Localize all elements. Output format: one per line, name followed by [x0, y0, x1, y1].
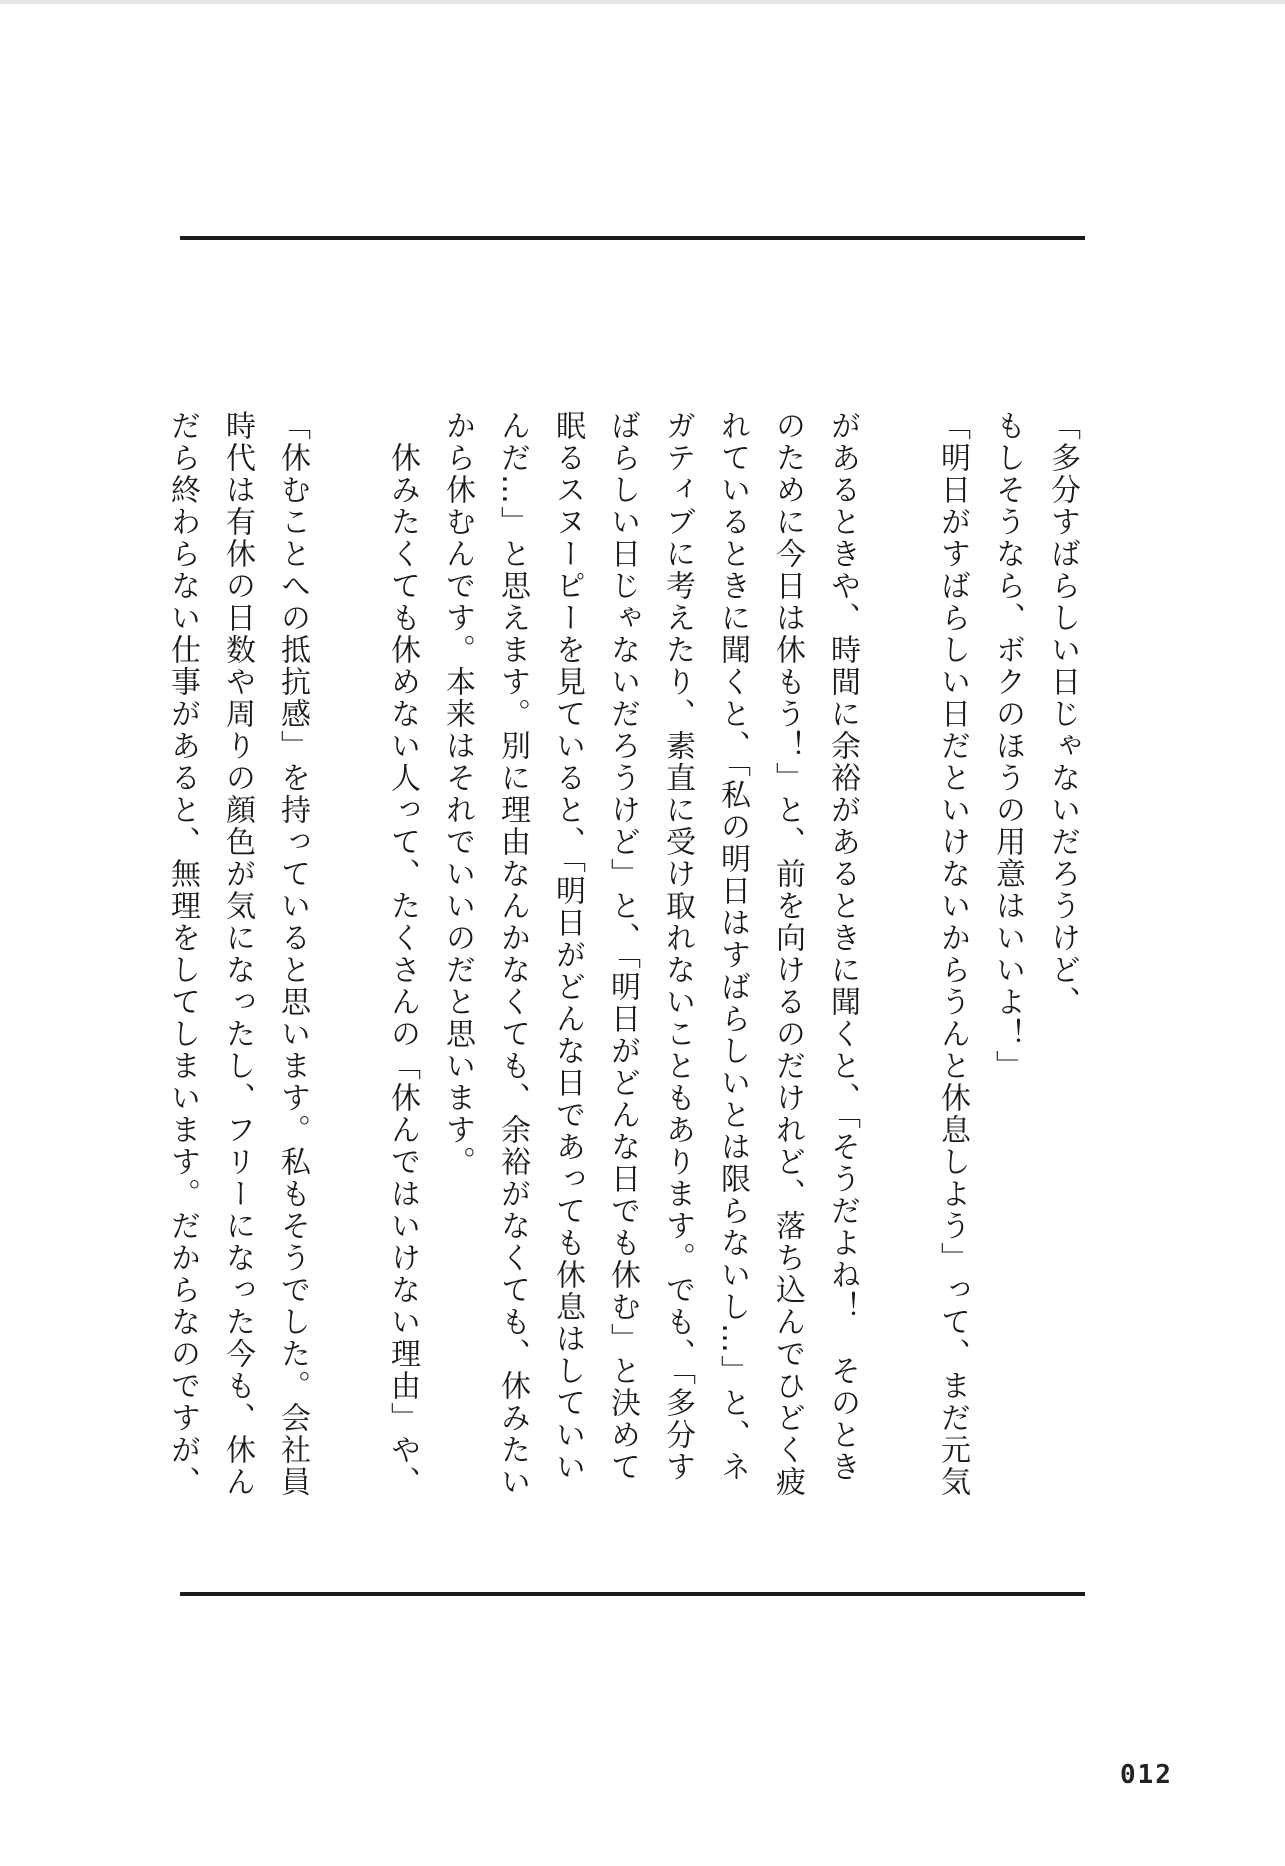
- text-line-1: 「多分すばらしい日じゃないだろうけど、: [1045, 410, 1080, 1018]
- page-top-edge: [0, 0, 1285, 4]
- text-line-9: 眠るスヌーピーを見ていると、「明日がどんな日であっても休息はしていい: [550, 410, 585, 1483]
- text-line-10: んだ…」と思えます。別に理由なんかなくても、余裕がなくても、休みたい: [495, 410, 530, 1498]
- text-line-15: だら終わらない仕事があると、無理をしてしまいます。だからなのですが、: [165, 410, 200, 1498]
- top-rule: [180, 236, 1085, 240]
- text-line-3: 「明日がすばらしい日だといけないからうんと休息しよう」って、まだ元気: [935, 410, 970, 1498]
- text-line-7: ガティブに考えたり、素直に受け取れないこともあります。でも、「多分す: [660, 410, 695, 1483]
- text-line-13: 「休むことへの抵抗感」を持っていると思います。私もそうでした。会社員: [275, 410, 310, 1498]
- text-line-4: があるときや、時間に余裕があるときに聞くと、「そうだよね！ そのとき: [825, 410, 860, 1483]
- text-line-14: 時代は有休の日数や周りの顔色が気になったし、フリーになった今も、休ん: [220, 410, 255, 1498]
- vertical-text-body: [165, 410, 1090, 1498]
- text-line-12: 休みたくても休めない人って、たくさんの「休んではいけない理由」や、: [385, 410, 420, 1498]
- text-line-5: のために今日は休もう！」と、前を向けるのだけれど、落ち込んでひどく疲: [770, 410, 805, 1498]
- page-number: 012: [1120, 1760, 1173, 1790]
- text-line-8: ばらしい日じゃないだろうけど」と、「明日がどんな日でも休む」と決めて: [605, 410, 640, 1483]
- text-line-11: から休むんです。本来はそれでいいのだと思います。: [440, 410, 475, 1178]
- text-line-6: れているときに聞くと、「私の明日はすばらしいとは限らないし…」と、ネ: [715, 410, 750, 1483]
- text-line-2: もしそうなら、ボクのほうの用意はいいよ！」: [990, 410, 1025, 1082]
- bottom-rule: [180, 1592, 1085, 1596]
